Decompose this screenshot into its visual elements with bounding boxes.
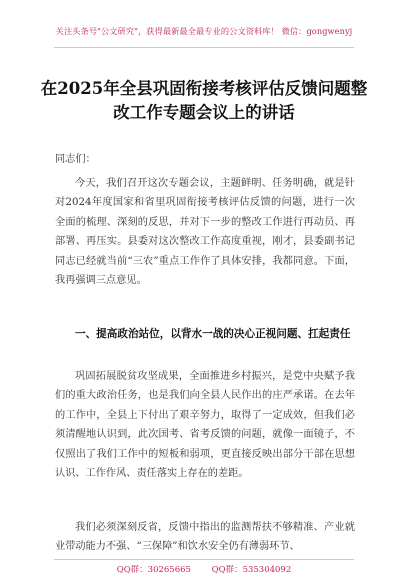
paragraph-3: 我们必须深刻反省，反馈中指出的监测帮扶不够精准、产业就业带动能力不强、“三保障”和饮水安全仍有薄弱环节、 bbox=[55, 522, 355, 553]
document-title: 在2025年全县巩固衔接考核评估反馈问题整改工作专题会议上的讲话 bbox=[40, 79, 368, 122]
header-banner: 关注头条号"公文研究"，获得最新最全最专业的公文资料库！ 微信：gongwenyj bbox=[55, 26, 353, 36]
footer bbox=[0, 563, 408, 575]
header-divider bbox=[54, 47, 354, 48]
footer-qq-group-1: QQ群：30265665 bbox=[116, 565, 191, 575]
salutation: 同志们： bbox=[55, 154, 96, 165]
footer-qq-group-2: QQ群：535304092 bbox=[211, 565, 292, 575]
footer-divider bbox=[54, 559, 354, 560]
paragraph-1: 今天，我们召开这次专题会议，主题鲜明、任务明确，就是针对2024年度国家和省里巩固衔接考核评估反馈的问题，进行一次全面的梳理、深刻的反思，并对下一步的整改工作进行再动员、再部署、再压实。县委对这次整改工作高度重视，刚才，县委副书记同志已经就当前“三农”重点工作作了具体安排，我都同意。下面，我再强调三点意见。 bbox=[55, 178, 355, 287]
section-heading-1: 一、提高政治站位，以背水一战的决心正视问题、扛起责任 bbox=[75, 328, 351, 340]
paragraph-2: 巩固拓展脱贫攻坚成果，全面推进乡村振兴，是党中央赋予我们的重大政治任务，也是我们向全县人民作出的庄严承诺。在去年的工作中，全县上下付出了艰辛努力，取得了一定成效，但我们必须清醒地认识到，此次国考、省考反馈的问题，就像一面镜子，不仅照出了我们工作中的短板和弱项，更直接反映出部分干部在思想认识、工作作风、责任落实上存在的差距。 bbox=[55, 371, 355, 480]
